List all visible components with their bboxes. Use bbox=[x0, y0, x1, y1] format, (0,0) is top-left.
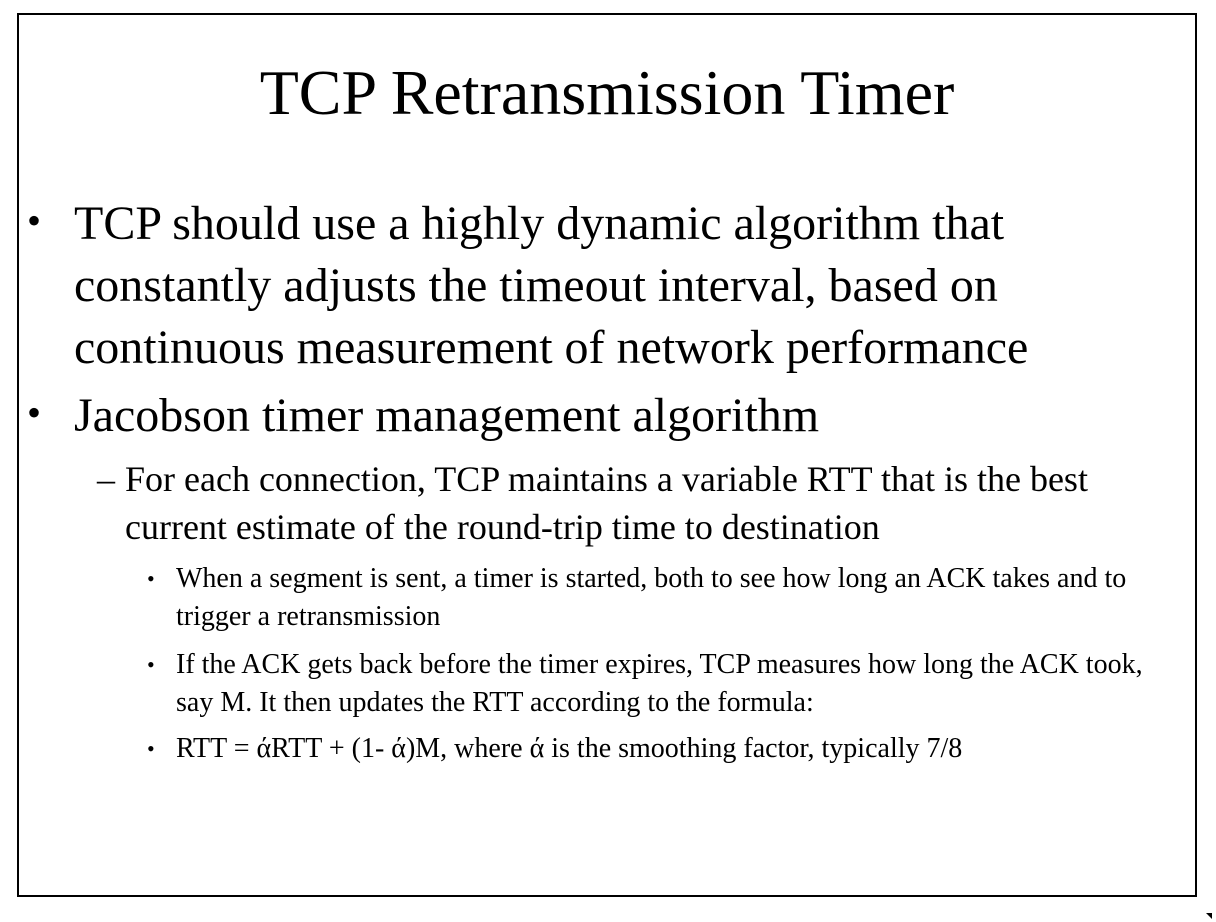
subsub-bullet-text: If the ACK gets back before the timer expires, TCP measures how long the ACK took, say M. It then updates the RTT according to the formula: bbox=[176, 649, 1143, 718]
corner-mark bbox=[1206, 913, 1212, 919]
subsub-bullet-text: RTT = άRTT + (1- ά)M, where ά is the smoothing factor, typically 7/8 bbox=[176, 733, 963, 764]
bullet-text: TCP should use a highly dynamic algorithm that constantly adjusts the timeout interval, based on continuous measurement of network performance bbox=[74, 197, 1029, 374]
slide bbox=[17, 13, 1197, 897]
sub-bullet-text: For each connection, TCP maintains a variable RTT that is the best current estimate of the round-trip time to destination bbox=[125, 459, 1088, 547]
subsub-bullet-dot: • bbox=[147, 652, 155, 677]
sub-bullet-dash: – bbox=[97, 459, 115, 499]
slide-title: TCP Retransmission Timer bbox=[259, 57, 955, 128]
bullet-dot: • bbox=[27, 390, 42, 435]
subsub-bullet-dot: • bbox=[147, 736, 155, 761]
subsub-bullet-text: When a segment is sent, a timer is started, both to see how long an ACK takes and to trigger a retransmission bbox=[176, 563, 1127, 632]
bullet-dot: • bbox=[27, 198, 42, 243]
subsub-bullet-dot: • bbox=[147, 566, 155, 591]
bullet-text: Jacobson timer management algorithm bbox=[74, 389, 820, 442]
